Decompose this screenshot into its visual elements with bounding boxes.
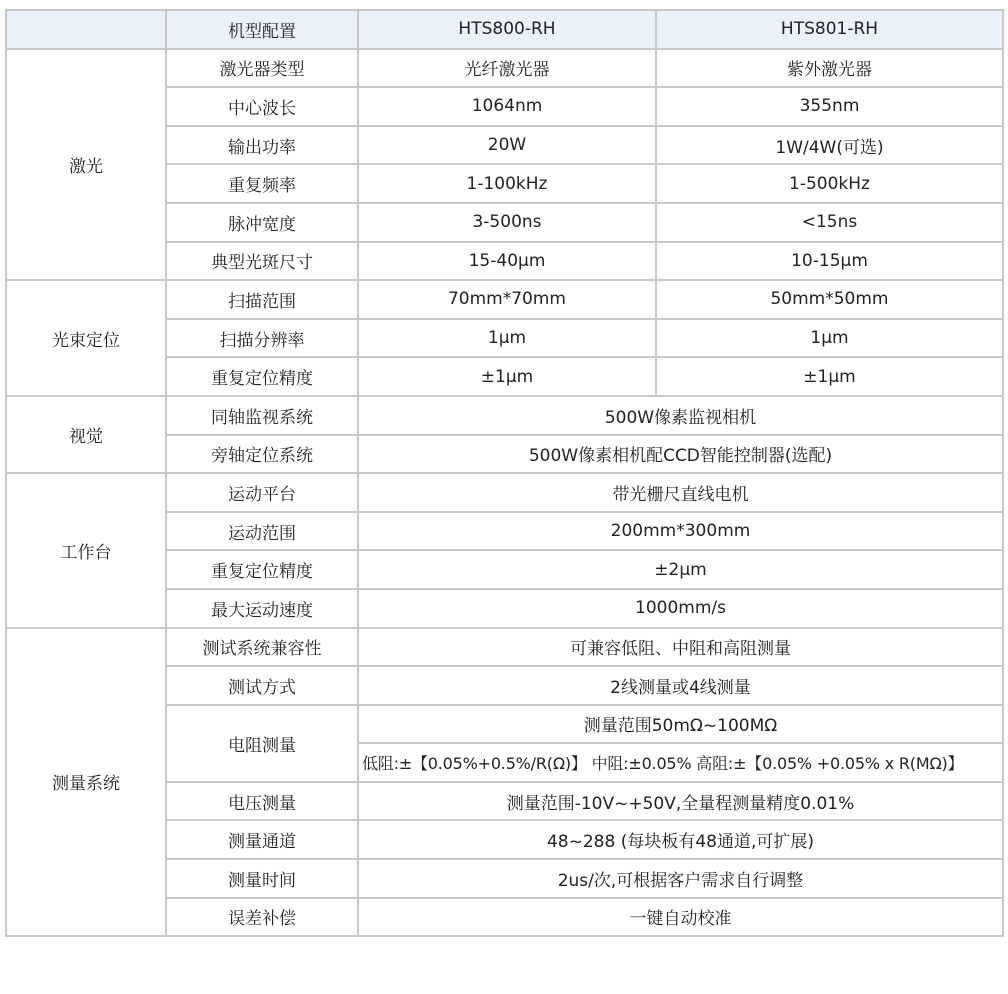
resistance-accuracy: 低阻:±【0.05%+0.5%/R(Ω)】 中阻:±0.05% 高阻:±【0.05% +0.05% x R(MΩ)】 — [358, 743, 1003, 782]
header-model-b: HTS801-RH — [656, 10, 1003, 49]
param-label: 误差补偿 — [166, 898, 358, 937]
header-model-a: HTS800-RH — [358, 10, 656, 49]
shared-value: ±2μm — [358, 550, 1003, 589]
param-label: 重复定位精度 — [166, 357, 358, 396]
section-title-vision: 视觉 — [6, 396, 166, 473]
model-a-value: 1μm — [358, 319, 656, 358]
model-a-value: 20W — [358, 126, 656, 165]
shared-value: 1000mm/s — [358, 589, 1003, 628]
shared-value: 测量范围-10V~+50V,全量程测量精度0.01% — [358, 782, 1003, 821]
param-label: 激光器类型 — [166, 49, 358, 88]
model-b-value: 10-15μm — [656, 242, 1003, 281]
model-a-value: 70mm*70mm — [358, 280, 656, 319]
model-b-value: <15ns — [656, 203, 1003, 242]
param-label: 中心波长 — [166, 87, 358, 126]
shared-value: 48~288 (每块板有48通道,可扩展) — [358, 820, 1003, 859]
model-b-value: ±1μm — [656, 357, 1003, 396]
param-label: 电压测量 — [166, 782, 358, 821]
param-label: 重复频率 — [166, 164, 358, 203]
section-title-stage: 工作台 — [6, 473, 166, 627]
shared-value: 500W像素监视相机 — [358, 396, 1003, 435]
param-label: 最大运动速度 — [166, 589, 358, 628]
model-a-value: 1-100kHz — [358, 164, 656, 203]
param-label: 测试方式 — [166, 666, 358, 705]
section-title-beam: 光束定位 — [6, 280, 166, 396]
param-label: 测量时间 — [166, 859, 358, 898]
param-label: 测量通道 — [166, 820, 358, 859]
model-b-value: 1-500kHz — [656, 164, 1003, 203]
model-a-value: 15-40μm — [358, 242, 656, 281]
model-b-value: 1W/4W(可选) — [656, 126, 1003, 165]
shared-value: 2us/次,可根据客户需求自行调整 — [358, 859, 1003, 898]
shared-value: 200mm*300mm — [358, 512, 1003, 551]
param-label: 电阻测量 — [166, 705, 358, 782]
table-row — [6, 280, 1003, 319]
param-label: 运动平台 — [166, 473, 358, 512]
model-b-value: 355nm — [656, 87, 1003, 126]
param-label: 重复定位精度 — [166, 550, 358, 589]
section-title-measure: 测量系统 — [6, 628, 166, 937]
table-row — [6, 628, 1003, 667]
model-a-value: 3-500ns — [358, 203, 656, 242]
param-label: 输出功率 — [166, 126, 358, 165]
param-label: 扫描分辨率 — [166, 319, 358, 358]
model-a-value: ±1μm — [358, 357, 656, 396]
shared-value: 一键自动校准 — [358, 898, 1003, 937]
param-label: 运动范围 — [166, 512, 358, 551]
param-label: 同轴监视系统 — [166, 396, 358, 435]
resistance-range: 测量范围50mΩ~100MΩ — [358, 705, 1003, 744]
param-label: 旁轴定位系统 — [166, 435, 358, 474]
param-label: 典型光斑尺寸 — [166, 242, 358, 281]
table-row — [6, 49, 1003, 88]
param-label: 测试系统兼容性 — [166, 628, 358, 667]
param-label: 扫描范围 — [166, 280, 358, 319]
shared-value: 500W像素相机配CCD智能控制器(选配) — [358, 435, 1003, 474]
param-label: 脉冲宽度 — [166, 203, 358, 242]
model-b-value: 50mm*50mm — [656, 280, 1003, 319]
shared-value: 2线测量或4线测量 — [358, 666, 1003, 705]
header-blank-cell — [6, 10, 166, 49]
table-row — [6, 396, 1003, 435]
spec-table-wrapper — [5, 9, 1004, 937]
model-b-value: 紫外激光器 — [656, 49, 1003, 88]
model-b-value: 1μm — [656, 319, 1003, 358]
shared-value: 带光栅尺直线电机 — [358, 473, 1003, 512]
table-row — [6, 473, 1003, 512]
section-title-laser: 激光 — [6, 49, 166, 281]
model-a-value: 光纤激光器 — [358, 49, 656, 88]
header-config-label: 机型配置 — [166, 10, 358, 49]
header-row — [6, 10, 1003, 49]
spec-table — [5, 9, 1004, 937]
shared-value: 可兼容低阻、中阻和高阻测量 — [358, 628, 1003, 667]
model-a-value: 1064nm — [358, 87, 656, 126]
